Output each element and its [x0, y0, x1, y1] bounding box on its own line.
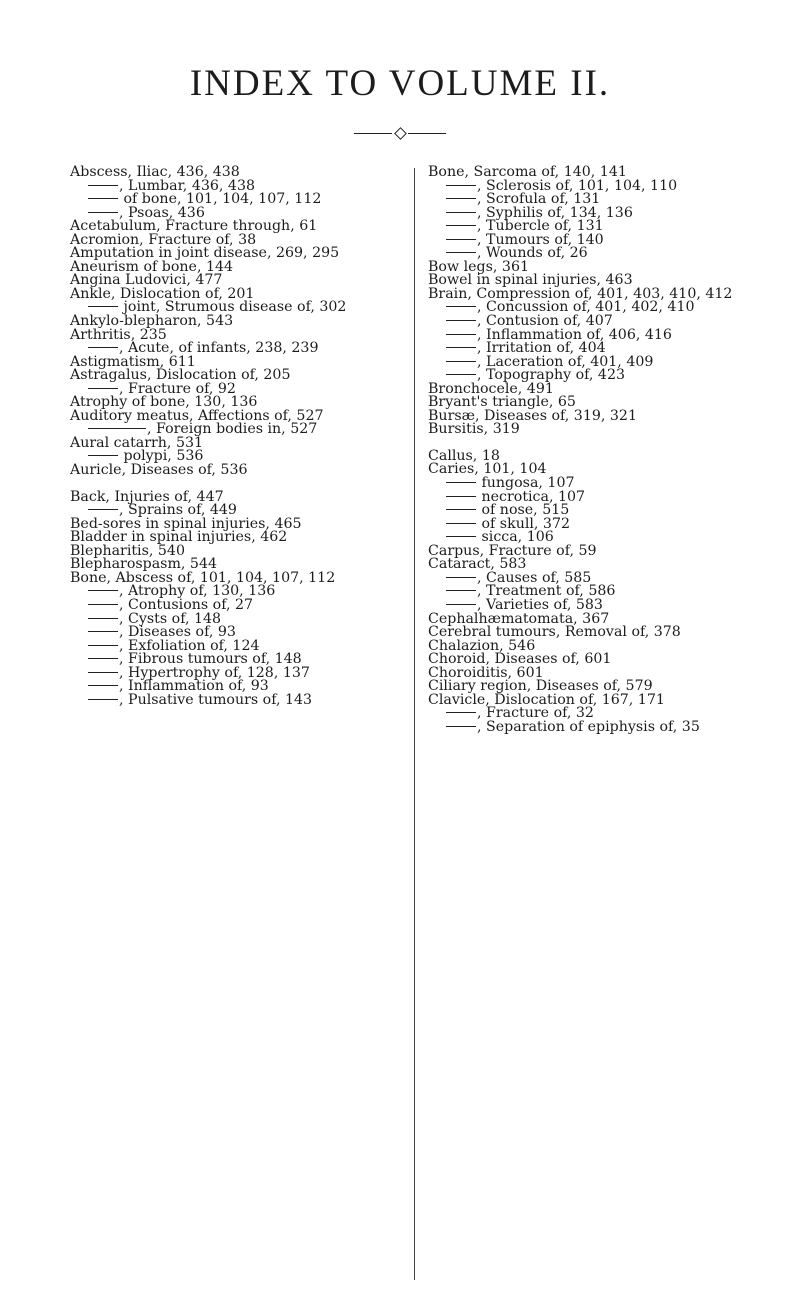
- index-entry-text: , Inflammation of, 406, 416: [477, 326, 672, 343]
- ditto-dash: [446, 334, 476, 335]
- index-entry-text: , Tumours of, 140: [477, 231, 604, 248]
- index-entry-text: , Contusions of, 27: [119, 596, 254, 613]
- ditto-dash: [88, 185, 118, 186]
- index-entry-text: Auditory meatus, Affections of, 527: [70, 407, 324, 424]
- ditto-dash: [446, 536, 476, 537]
- index-entry-text: , Acute, of infants, 238, 239: [119, 340, 319, 357]
- index-entry-text: Amputation in joint disease, 269, 295: [70, 245, 340, 262]
- index-entry-text: , Fibrous tumours of, 148: [119, 651, 302, 668]
- index-entry-text: Choroiditis, 601: [428, 664, 544, 681]
- index-entry-text: joint, Strumous disease of, 302: [119, 299, 347, 316]
- index-entry-text: Auricle, Diseases of, 536: [70, 462, 248, 479]
- ornament-diamond-icon: [394, 127, 407, 140]
- index-entry-text: , Sclerosis of, 101, 104, 110: [477, 177, 678, 194]
- index-entry-text: , Fracture of, 92: [119, 380, 236, 397]
- index-entry-text: Acromion, Fracture of, 38: [70, 231, 257, 248]
- index-entry-text: Atrophy of bone, 130, 136: [70, 394, 258, 411]
- ditto-dash: [446, 590, 476, 591]
- index-entry-text: Cerebral tumours, Removal of, 378: [428, 624, 681, 641]
- ditto-dash: [446, 604, 476, 605]
- index-entry-text: Aneurism of bone, 144: [70, 258, 234, 275]
- index-entry-text: Cataract, 583: [428, 556, 527, 573]
- index-entry-text: Bone, Abscess of, 101, 104, 107, 112: [70, 569, 336, 586]
- ditto-dash: [88, 347, 118, 348]
- index-entry-text: Bone, Sarcoma of, 140, 141: [428, 164, 627, 180]
- index-entry-text: Bronchocele, 491: [428, 380, 554, 397]
- index-entry-text: , Cysts of, 148: [119, 610, 222, 627]
- ditto-dash: [446, 509, 476, 510]
- ditto-dash: [446, 361, 476, 362]
- index-entry-text: Blepharospasm, 544: [70, 556, 218, 573]
- index-entry-text: Ankle, Dislocation of, 201: [70, 285, 255, 302]
- ditto-dash: [446, 482, 476, 483]
- index-entry: [428, 515, 743, 532]
- index-entry-text: Bow legs, 361: [428, 258, 530, 275]
- ditto-dash: [446, 225, 476, 226]
- index-entry-text: polypi, 536: [119, 448, 204, 465]
- index-entry-text: , Pulsative tumours of, 143: [119, 691, 313, 708]
- index-entry: [428, 477, 743, 491]
- index-entry-text: Astigmatism, 611: [70, 353, 196, 370]
- ditto-dash: [88, 672, 118, 673]
- index-entry-text: of bone, 101, 104, 107, 112: [119, 191, 322, 208]
- index-entry-text: Brain, Compression of, 401, 403, 410, 412: [428, 285, 733, 302]
- ditto-dash: [446, 185, 476, 186]
- ditto-dash: [446, 577, 476, 578]
- index-entry-text: , Varieties of, 583: [477, 596, 603, 613]
- ditto-dash: [88, 645, 118, 646]
- index-entry-text: necrotica, 107: [477, 488, 586, 505]
- index-entry: [70, 691, 400, 708]
- ditto-dash: [446, 239, 476, 240]
- index-entry-text: Callus, 18: [428, 447, 500, 464]
- index-entry-text: Chalazion, 546: [428, 637, 536, 654]
- index-entry-text: , Lumbar, 436, 438: [119, 177, 255, 194]
- ditto-dash: [88, 455, 118, 456]
- index-entry-text: Bursæ, Diseases of, 319, 321: [428, 407, 637, 424]
- index-entry-text: , Sprains of, 449: [119, 502, 237, 519]
- ditto-dash: [88, 509, 118, 510]
- index-entry-text: , Scrofula of, 131: [477, 191, 601, 208]
- index-entry: [428, 463, 743, 477]
- index-entry-text: , Exfoliation of, 124: [119, 637, 260, 654]
- index-entry: [428, 488, 743, 505]
- ditto-dash: [446, 712, 476, 713]
- index-entry: [70, 464, 400, 478]
- index-entry-text: fungosa, 107: [477, 475, 575, 492]
- ditto-dash: [446, 212, 476, 213]
- index-entry-text: Cephalhæmatomata, 367: [428, 610, 610, 627]
- index-entry-text: , Topography of, 423: [477, 367, 625, 384]
- index-entry-text: , Irritation of, 404: [477, 340, 606, 357]
- index-entry-text: , Syphilis of, 134, 136: [477, 204, 633, 221]
- ditto-dash: [88, 590, 118, 591]
- index-entry-text: Bryant's triangle, 65: [428, 394, 576, 411]
- ditto-dash: [446, 496, 476, 497]
- page-title: INDEX TO VOLUME II.: [189, 63, 611, 104]
- index-entry-text: , Contusion of, 407: [477, 313, 613, 330]
- index-entry-text: Arthritis, 235: [70, 326, 167, 343]
- index-column-right: [428, 166, 743, 734]
- ditto-dash: [446, 306, 476, 307]
- ditto-dash: [446, 374, 476, 375]
- ditto-dash: [446, 523, 476, 524]
- index-entry-text: Bowel in spinal injuries, 463: [428, 272, 633, 289]
- ditto-dash: [88, 388, 118, 389]
- index-entry-text: Choroid, Diseases of, 601: [428, 651, 612, 668]
- index-entry-text: , Wounds of, 26: [477, 245, 588, 262]
- index-entry-text: , Diseases of, 93: [119, 624, 236, 641]
- ditto-dash: [88, 685, 118, 686]
- index-entry-text: Caries, 101, 104: [428, 461, 547, 478]
- ditto-dash: [88, 306, 118, 307]
- index-entry-text: , Psoas, 436: [119, 204, 205, 221]
- index-entry-text: sicca, 106: [477, 529, 554, 546]
- index-entry-text: Acetabulum, Fracture through, 61: [70, 218, 318, 235]
- index-entry-text: of skull, 372: [477, 515, 571, 532]
- ditto-dash: [446, 198, 476, 199]
- index-entry-text: , Tubercle of, 131: [477, 218, 604, 235]
- index-entry-text: , Foreign bodies in, 527: [147, 421, 318, 438]
- column-divider: [414, 168, 415, 1280]
- index-entry-text: , Separation of epiphysis of, 35: [477, 718, 700, 735]
- ornament-line: [354, 133, 392, 134]
- ditto-dash: [446, 726, 476, 727]
- ditto-dash: [88, 604, 118, 605]
- ditto-dash: [446, 320, 476, 321]
- index-entry-text: Blepharitis, 540: [70, 542, 185, 559]
- index-entry-text: , Inflammation of, 93: [119, 678, 269, 695]
- index-entry-text: , Treatment of, 586: [477, 583, 616, 600]
- index-entry-text: of nose, 515: [477, 502, 570, 519]
- index-column-left: [70, 166, 400, 707]
- index-entry-text: Angina Ludovici, 477: [70, 272, 223, 289]
- index-entry-text: , Hypertrophy of, 128, 137: [119, 664, 310, 681]
- ditto-dash: [88, 212, 118, 213]
- index-entry: [428, 718, 743, 735]
- ditto-dash: [446, 347, 476, 348]
- ditto-dash: [88, 631, 118, 632]
- ditto-dash: [446, 252, 476, 253]
- index-entry-text: Back, Injuries of, 447: [70, 488, 224, 505]
- ornament-line: [408, 133, 446, 134]
- index-entry-text: Ankylo-blepharon, 543: [70, 313, 234, 330]
- index-entry-text: Ciliary region, Diseases of, 579: [428, 678, 653, 695]
- index-entry-text: , Causes of, 585: [477, 569, 592, 586]
- ditto-dash: [88, 658, 118, 659]
- index-entry-text: Clavicle, Dislocation of, 167, 171: [428, 691, 665, 708]
- ditto-dash: [88, 699, 118, 700]
- index-entry-text: Astragalus, Dislocation of, 205: [70, 367, 291, 384]
- index-entry: [428, 423, 743, 437]
- index-entry-text: , Atrophy of, 130, 136: [119, 583, 276, 600]
- index-entry-text: , Fracture of, 32: [477, 705, 594, 722]
- index-entry-text: Carpus, Fracture of, 59: [428, 542, 597, 559]
- index-entry-text: Abscess, Iliac, 436, 438: [70, 164, 240, 180]
- index-entry-text: Aural catarrh, 531: [70, 434, 204, 451]
- index-entry-text: Bursitis, 319: [428, 421, 520, 438]
- index-entry-text: , Laceration of, 401, 409: [477, 353, 654, 370]
- index-entry-text: Bed-sores in spinal injuries, 465: [70, 515, 302, 532]
- index-entry-text: , Concussion of, 401, 402, 410: [477, 299, 695, 316]
- title-ornament: [354, 128, 446, 140]
- ditto-dash: [88, 428, 146, 429]
- index-entry-text: Bladder in spinal injuries, 462: [70, 529, 288, 546]
- ditto-dash: [88, 198, 118, 199]
- ditto-dash: [88, 618, 118, 619]
- index-entry: [428, 504, 743, 518]
